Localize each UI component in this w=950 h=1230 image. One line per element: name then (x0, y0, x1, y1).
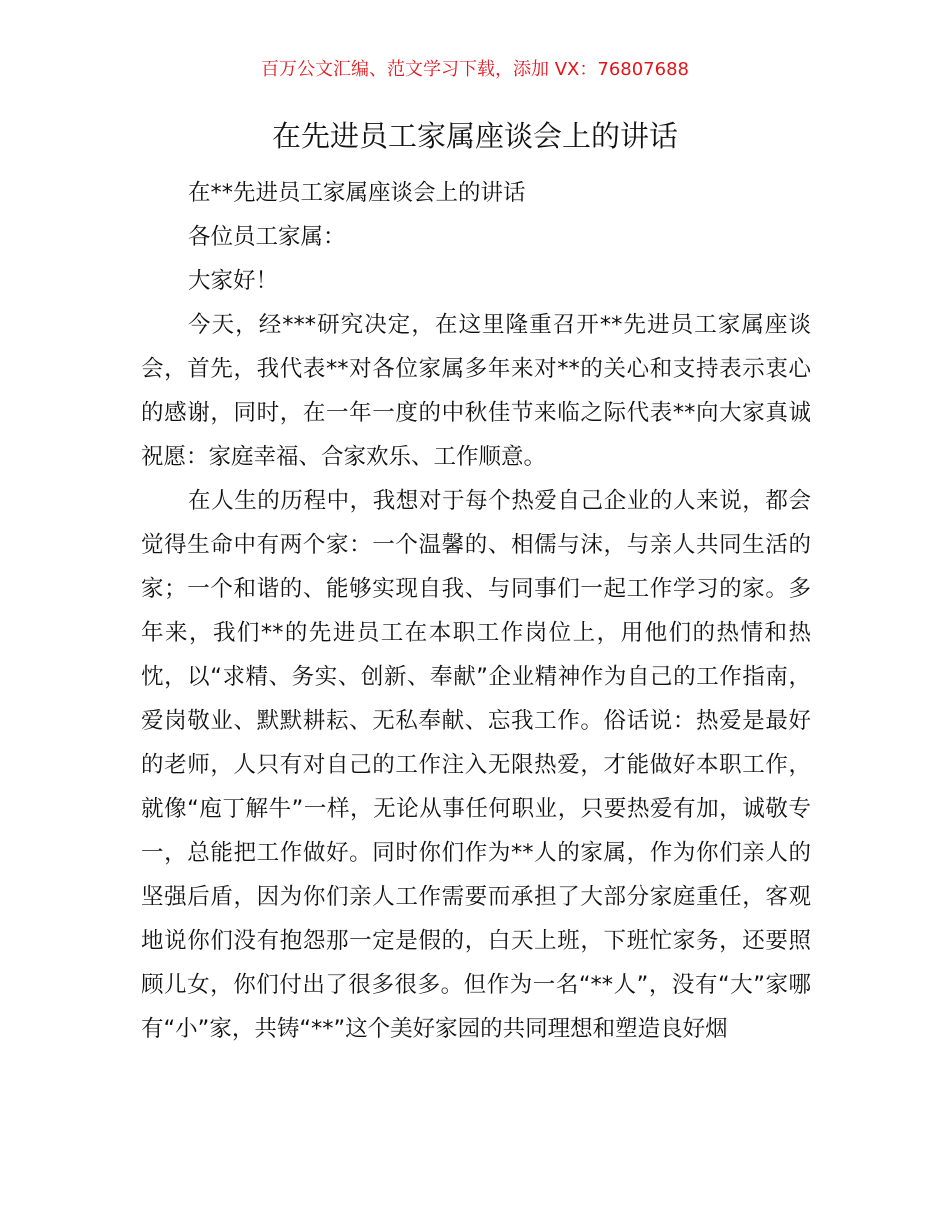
subtitle-paragraph: 在**先进员工家属座谈会上的讲话 (188, 180, 526, 206)
body-paragraph: 在人生的历程中，我想对于每个热爱自己企业的人来说，都会觉得生命中有两个家：一个温馨的、相儒与沫，与亲人共同生活的家；一个和谐的、能够实现自我、与同事们一起工作学习的家。多年来，我们**的先进员工在本职工作岗位上，用他们的热情和热忱，以“求精、务实、创新、奉献”企业精神作为自己的工作指南，爱岗敬业、默默耕耘、无私奉献、忘我工作。俗话说：热爱是最好的老师，人只有对自己的工作注入无限热爱，才能做好本职工作，就像“庖丁解牛”一样，无论从事任何职业，只要热爱有加，诚敬专一，总能把工作做好。同时你们作为**人的家属，作为你们亲人的坚强后盾，因为你们亲人工作需要而承担了大部分家庭重任，客观地说你们没有抱怨那一定是假的，白天上班，下班忙家务，还要照顾儿女，你们付出了很多很多。但作为一名“**人”，没有“大”家哪有“小”家，共铸“**”这个美好家园的共同理想和塑造良好烟 (141, 488, 811, 1042)
header-banner: 百万公文汇编、范文学习下载，添加 VX：76807688 (261, 59, 689, 80)
greeting-paragraph: 大家好！ (188, 268, 279, 294)
document-title: 在先进员工家属座谈会上的讲话 (271, 119, 678, 153)
document-body (141, 171, 811, 1051)
body-paragraph: 今天，经***研究决定，在这里隆重召开**先进员工家属座谈会，首先，我代表**对各位家属多年来对**的关心和支持表示衷心的感谢，同时，在一年一度的中秋佳节来临之际代表**向大家真诚祝愿：家庭幸福、合家欢乐、工作顺意。 (141, 312, 811, 470)
salutation-paragraph: 各位员工家属： (188, 224, 346, 250)
